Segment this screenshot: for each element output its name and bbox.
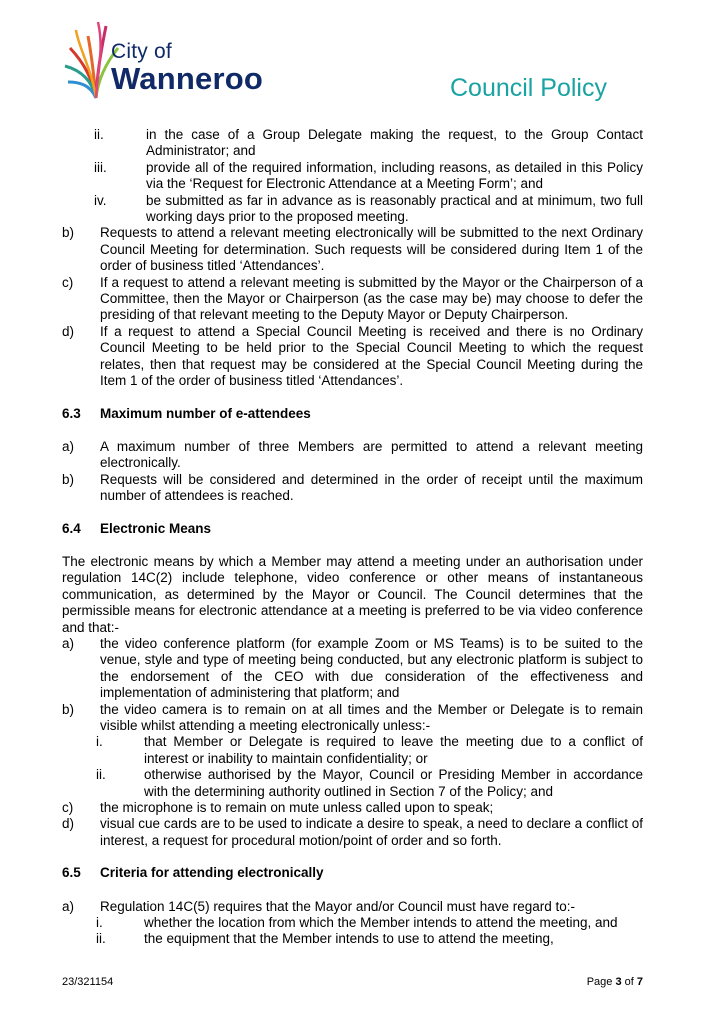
list-item-label: i. — [96, 734, 103, 750]
policy-content — [62, 127, 643, 948]
list-item — [62, 439, 643, 472]
list-item-text: Requests to attend a relevant meeting electronically will be submitted to the next Ordinary Council Meeting for determination. Such requests will be considered during Item 1 of the order of business titled ‘Attendances’. — [100, 225, 643, 274]
list-item — [62, 702, 643, 735]
list-item — [62, 899, 643, 915]
list-item-label: i. — [96, 915, 103, 931]
list-item-text: that Member or Delegate is required to leave the meeting due to a conflict of interest or inability to maintain confidentiality; or — [144, 734, 643, 766]
list-item-text: Requests will be considered and determined in the order of receipt until the maximum number of attendees is reached. — [100, 471, 643, 504]
list-item — [62, 127, 643, 160]
section-title: Maximum number of e-attendees — [100, 405, 311, 421]
section-title: Criteria for attending electronically — [100, 865, 324, 881]
list-item — [62, 636, 643, 702]
section-number: 6.5 — [62, 865, 81, 881]
section-intro-paragraph: The electronic means by which a Member may attend a meeting under an authorisation under regulation 14C(2) include telephone, video conference or other means of instantaneous communication, as determined by the Mayor or Council. The Council determines that the permissible means for electronic attendance at a meeting is preferred to be via video conference and that:- — [62, 553, 643, 635]
page-of: of — [621, 976, 637, 988]
list-item-label: b) — [62, 225, 75, 241]
list-item-label: b) — [62, 701, 75, 717]
list-item-text: visual cue cards are to be used to indicate a desire to speak, a need to declare a conflict of interest, a request for procedural motion/point of order and so forth. — [100, 816, 643, 848]
list-item-label: b) — [62, 471, 75, 487]
list-item-label: ii. — [96, 767, 106, 783]
list-item-text: be submitted as far in advance as is reasonably practical and at minimum, two full working days prior to the proposed meeting. — [146, 192, 643, 225]
list-item — [62, 160, 643, 193]
total-pages: 7 — [636, 976, 643, 988]
list-item-text: provide all of the required information, including reasons, as detailed in this Policy via the ‘Request for Electronic Attendance at a Meeting Form’; and — [146, 159, 643, 192]
list-item — [62, 767, 643, 800]
list-item — [62, 324, 643, 390]
list-item — [62, 472, 643, 505]
list-item-label: a) — [62, 898, 75, 914]
list-item-label: d) — [62, 323, 75, 339]
list-item — [62, 931, 643, 947]
list-item-label: d) — [62, 816, 75, 832]
section-heading-6-5 — [62, 865, 643, 881]
list-item-label: ii. — [96, 931, 106, 947]
section-heading-6-4 — [62, 521, 643, 537]
list-item-label: iii. — [94, 159, 107, 175]
list-item — [62, 915, 643, 931]
list-item — [62, 275, 643, 324]
list-item-text: Regulation 14C(5) requires that the Mayor and/or Council must have regard to:- — [100, 898, 575, 914]
document-reference: 23/321154 — [62, 976, 114, 988]
list-item-label: iv. — [94, 192, 107, 208]
list-item-text: the microphone is to remain on mute unless called upon to speak; — [100, 800, 494, 816]
document-type-title: Council Policy — [449, 74, 607, 102]
page-number — [587, 976, 643, 988]
list-item-text: otherwise authorised by the Mayor, Council or Presiding Member in accordance with the determining authority outlined in Section 7 of the Policy; and — [144, 767, 643, 799]
list-item — [62, 816, 643, 849]
section-number: 6.3 — [62, 405, 81, 421]
list-item-text: the video conference platform (for example Zoom or MS Teams) is to be suited to the venue, style and type of meeting being conducted, but any electronic platform is subject to the endorsement of the CEO with due consideration of the effectiveness and implementation of administering that platform; and — [100, 635, 643, 701]
logo-text-wanneroo: Wanneroo — [111, 61, 263, 96]
list-item-label: c) — [62, 274, 74, 290]
list-item-text: the equipment that the Member intends to use to attend the meeting, — [144, 931, 554, 947]
section-number: 6.4 — [62, 520, 81, 536]
list-item — [62, 225, 643, 274]
page-prefix: Page — [586, 976, 616, 988]
list-item-label: a) — [62, 438, 75, 454]
list-item — [62, 734, 643, 767]
list-item-text: If a request to attend a relevant meeting is submitted by the Mayor or the Chairperson of a Committee, then the Mayor or Chairperson (as the case may be) may choose to defer the presiding of that relevant meeting to the Deputy Mayor or Deputy Chairperson. — [100, 274, 643, 323]
list-item-label: ii. — [94, 127, 104, 142]
list-item-text: A maximum number of three Members are permitted to attend a relevant meeting electronically. — [100, 438, 643, 471]
list-item-text: whether the location from which the Member intends to attend the meeting, and — [144, 915, 618, 931]
section-title: Electronic Means — [100, 520, 212, 536]
list-item-text: the video camera is to remain on at all times and the Member or Delegate is to remain visible whilst attending a meeting electronically unless:- — [100, 701, 643, 733]
list-item-text: If a request to attend a Special Council Meeting is received and there is no Ordinary Council Meeting to be held prior to the Special Council Meeting to which the request relates, then that request may be considered at the Special Council Meeting during the Item 1 of the order of business titled ‘Attendances’. — [100, 323, 643, 389]
city-of-wanneroo-logo — [62, 18, 302, 108]
list-item — [62, 800, 643, 816]
logo-text-city-of: City of — [111, 40, 172, 63]
section-heading-6-3 — [62, 406, 643, 422]
current-page: 3 — [615, 976, 622, 988]
list-item-label: c) — [62, 800, 74, 816]
list-item-text: in the case of a Group Delegate making the request, to the Group Contact Administrator; and — [146, 127, 643, 159]
list-item — [62, 193, 643, 226]
list-item-label: a) — [62, 635, 75, 651]
